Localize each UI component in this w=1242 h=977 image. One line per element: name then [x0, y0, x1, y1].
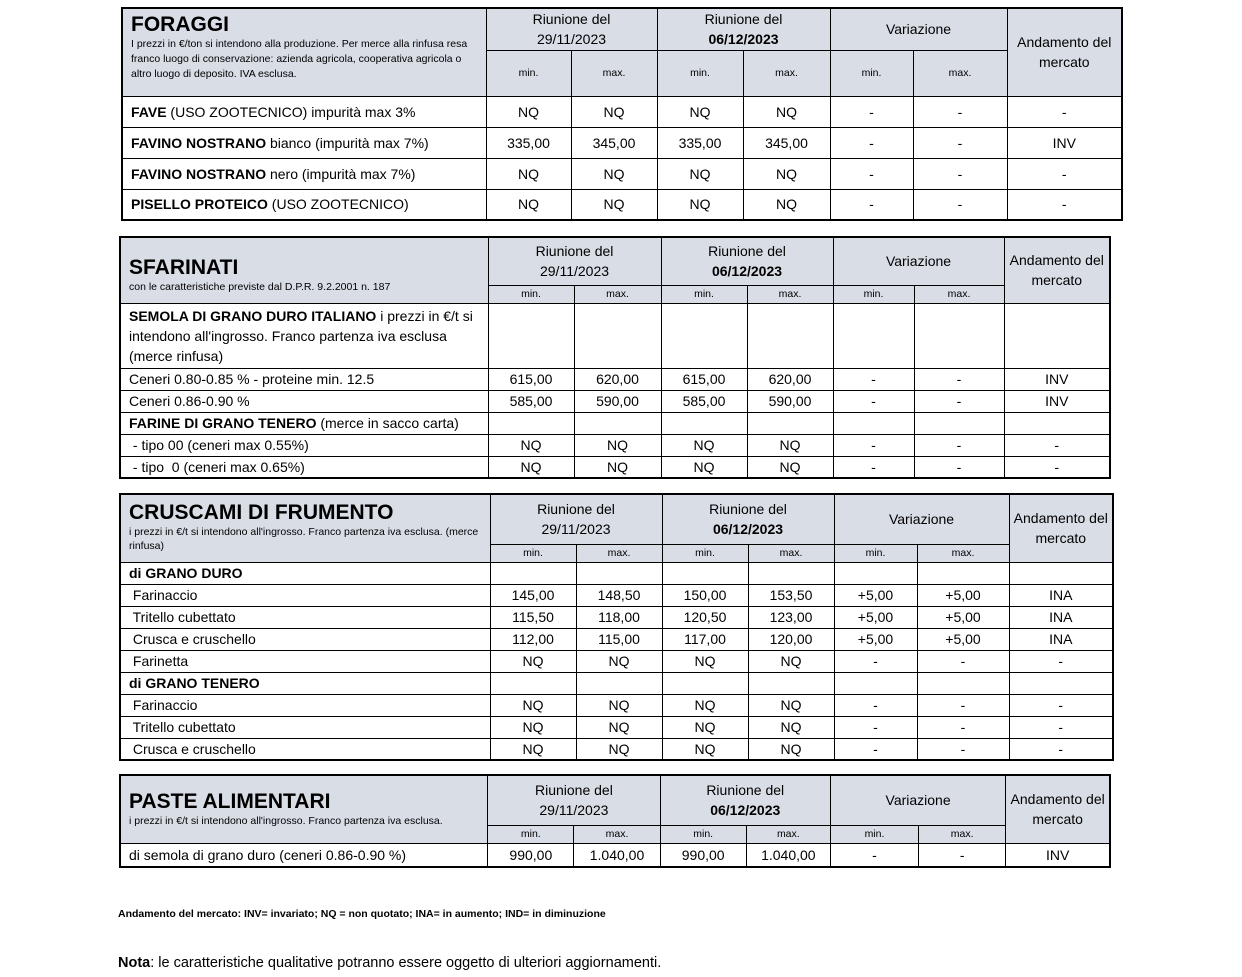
value-cell: NQ [747, 456, 833, 478]
value-cell: +5,00 [917, 584, 1009, 606]
foraggi-col-variazione: Variazione [830, 8, 1007, 50]
row-label: FAVE (USO ZOOTECNICO) impurità max 3% [122, 96, 486, 127]
row-label: FAVINO NOSTRANO bianco (impurità max 7%) [122, 127, 486, 158]
value-cell: 112,00 [490, 628, 576, 650]
value-cell: NQ [576, 650, 662, 672]
table-row [120, 843, 1110, 867]
value-cell: +5,00 [834, 628, 917, 650]
value-cell: - [1009, 694, 1113, 716]
cruscami-col-variazione: Variazione [834, 494, 1009, 544]
value-cell: 990,00 [488, 843, 574, 867]
value-cell: NQ [748, 716, 834, 738]
row-label: PISELLO PROTEICO (USO ZOOTECNICO) [122, 189, 486, 220]
foraggi-col-andamento: Andamento del mercato [1007, 8, 1122, 96]
value-cell: 115,50 [490, 606, 576, 628]
value-cell: - [834, 694, 917, 716]
value-cell: 585,00 [488, 390, 574, 412]
table-row [120, 456, 1110, 478]
value-cell: - [833, 434, 914, 456]
cruscami-table [119, 493, 1114, 761]
max-label: max. [571, 50, 657, 96]
max-label: max. [919, 825, 1006, 843]
value-cell: INV [1004, 390, 1110, 412]
value-cell: NQ [571, 158, 657, 189]
value-cell: - [830, 127, 913, 158]
group-label: di GRANO TENERO [120, 672, 490, 694]
value-cell: NQ [571, 189, 657, 220]
sfarinati-title: SFARINATI [129, 255, 239, 279]
row-label: Farinaccio [120, 694, 490, 716]
row-label: Tritello cubettato [120, 716, 490, 738]
row-label: - tipo 00 (ceneri max 0.55%) [120, 434, 488, 456]
value-cell: 615,00 [661, 368, 747, 390]
value-cell: - [917, 716, 1009, 738]
value-cell: - [1009, 650, 1113, 672]
value-cell: 620,00 [747, 368, 833, 390]
value-cell: 620,00 [574, 368, 661, 390]
value-cell: INV [1006, 843, 1110, 867]
value-cell: 345,00 [743, 127, 830, 158]
max-label: max. [913, 50, 1007, 96]
value-cell: 335,00 [657, 127, 743, 158]
value-cell: NQ [574, 456, 661, 478]
value-cell: - [1007, 189, 1122, 220]
row-label: Ceneri 0.86-0.90 % [120, 390, 488, 412]
value-cell: - [914, 390, 1004, 412]
min-label: min. [661, 285, 747, 303]
value-cell: 148,50 [576, 584, 662, 606]
value-cell: - [833, 368, 914, 390]
cruscami-col-andamento: Andamento del mercato [1009, 494, 1113, 562]
value-cell: NQ [743, 96, 830, 127]
value-cell: - [917, 694, 1009, 716]
paste-table [119, 774, 1111, 868]
max-label: max. [574, 285, 661, 303]
value-cell: 335,00 [486, 127, 571, 158]
value-cell: - [1004, 456, 1110, 478]
value-cell: 585,00 [661, 390, 747, 412]
value-cell: - [914, 368, 1004, 390]
cruscami-col-prev: Riunione del 29/11/2023 [490, 494, 662, 544]
value-cell: - [917, 650, 1009, 672]
group-row [120, 562, 1113, 584]
value-cell: 345,00 [571, 127, 657, 158]
value-cell: - [914, 456, 1004, 478]
value-cell: +5,00 [917, 606, 1009, 628]
value-cell: NQ [657, 189, 743, 220]
value-cell: - [913, 96, 1007, 127]
value-cell: - [834, 716, 917, 738]
paste-col-variazione: Variazione [830, 775, 1005, 825]
value-cell: - [830, 843, 918, 867]
table-row [120, 390, 1110, 412]
table-row [120, 650, 1113, 672]
value-cell: - [833, 390, 914, 412]
value-cell: 990,00 [660, 843, 746, 867]
value-cell: NQ [574, 434, 661, 456]
row-label: Farinaccio [120, 584, 490, 606]
min-label: min. [662, 544, 748, 562]
table-row [122, 158, 1122, 189]
value-cell: - [833, 456, 914, 478]
foraggi-col-curr: Riunione del 06/12/2023 [657, 8, 830, 50]
value-cell: NQ [488, 456, 574, 478]
value-cell: 615,00 [488, 368, 574, 390]
value-cell: NQ [748, 650, 834, 672]
value-cell: 120,00 [748, 628, 834, 650]
value-cell: +5,00 [834, 606, 917, 628]
value-cell: NQ [747, 434, 833, 456]
value-cell: INA [1009, 584, 1113, 606]
value-cell: +5,00 [834, 584, 917, 606]
table-row [120, 434, 1110, 456]
table-row [120, 716, 1113, 738]
value-cell: NQ [490, 694, 576, 716]
value-cell: NQ [486, 96, 571, 127]
sfarinati-col-prev: Riunione del 29/11/2023 [488, 237, 661, 285]
row-label: Crusca e cruschello [120, 738, 490, 760]
max-label: max. [576, 544, 662, 562]
value-cell: 590,00 [574, 390, 661, 412]
value-cell: NQ [743, 189, 830, 220]
sfarinati-col-andamento: Andamento del mercato [1004, 237, 1110, 303]
max-label: max. [917, 544, 1009, 562]
min-label: min. [657, 50, 743, 96]
value-cell: - [913, 127, 1007, 158]
table-row [122, 96, 1122, 127]
foraggi-table [121, 7, 1123, 221]
table-row [120, 368, 1110, 390]
sfarinati-table [119, 236, 1111, 479]
row-label: Tritello cubettato [120, 606, 490, 628]
paste-title-cell [120, 775, 488, 843]
value-cell: NQ [743, 158, 830, 189]
value-cell: - [830, 96, 913, 127]
value-cell: 123,00 [748, 606, 834, 628]
min-label: min. [833, 285, 914, 303]
legend-text: Andamento del mercato: INV= invariato; NQ = non quotato; INA= in aumento; IND= in diminuzione [118, 908, 606, 920]
table-row [120, 584, 1113, 606]
row-label: Farinetta [120, 650, 490, 672]
value-cell: 117,00 [662, 628, 748, 650]
min-label: min. [830, 825, 918, 843]
value-cell: - [834, 738, 917, 760]
value-cell: NQ [748, 738, 834, 760]
sfarinati-col-variazione: Variazione [833, 237, 1004, 285]
row-label: di semola di grano duro (ceneri 0.86-0.90 %) [120, 843, 488, 867]
semola-label: SEMOLA DI GRANO DURO ITALIANO i prezzi in €/t si intendono all'ingrosso. Franco partenza iva esclusa (merce rinfusa) [120, 303, 488, 368]
group-row [120, 672, 1113, 694]
value-cell: - [1004, 434, 1110, 456]
sfarinati-col-curr: Riunione del 06/12/2023 [661, 237, 833, 285]
value-cell: NQ [657, 158, 743, 189]
value-cell: 145,00 [490, 584, 576, 606]
value-cell: NQ [576, 694, 662, 716]
paste-col-curr: Riunione del 06/12/2023 [660, 775, 830, 825]
value-cell: - [914, 434, 1004, 456]
value-cell: - [1009, 738, 1113, 760]
table-row [120, 694, 1113, 716]
table-row [122, 189, 1122, 220]
group-label: di GRANO DURO [120, 562, 490, 584]
foraggi-title-cell [122, 8, 486, 96]
sfarinati-title-cell [120, 237, 488, 303]
farine-label: FARINE DI GRANO TENERO (merce in sacco carta) [120, 412, 488, 434]
value-cell: - [913, 189, 1007, 220]
value-cell: 120,50 [662, 606, 748, 628]
value-cell: - [919, 843, 1006, 867]
value-cell: NQ [490, 738, 576, 760]
value-cell: 153,50 [748, 584, 834, 606]
value-cell: NQ [657, 96, 743, 127]
max-label: max. [747, 285, 833, 303]
value-cell: NQ [490, 650, 576, 672]
min-label: min. [830, 50, 913, 96]
min-label: min. [486, 50, 571, 96]
value-cell: 118,00 [576, 606, 662, 628]
max-label: max. [914, 285, 1004, 303]
table-row [120, 628, 1113, 650]
value-cell: NQ [662, 738, 748, 760]
value-cell: NQ [662, 650, 748, 672]
value-cell: INA [1009, 628, 1113, 650]
value-cell: NQ [576, 716, 662, 738]
row-label: - tipo 0 (ceneri max 0.65%) [120, 456, 488, 478]
value-cell: 150,00 [662, 584, 748, 606]
value-cell: NQ [490, 716, 576, 738]
value-cell: NQ [486, 189, 571, 220]
value-cell: - [1009, 716, 1113, 738]
table-row [122, 127, 1122, 158]
value-cell: INA [1009, 606, 1113, 628]
min-label: min. [488, 825, 574, 843]
value-cell: NQ [661, 456, 747, 478]
value-cell: 1.040,00 [574, 843, 660, 867]
semola-row [120, 303, 1110, 368]
value-cell: +5,00 [917, 628, 1009, 650]
value-cell: INV [1004, 368, 1110, 390]
table-row [120, 738, 1113, 760]
value-cell: 115,00 [576, 628, 662, 650]
cruscami-col-curr: Riunione del 06/12/2023 [662, 494, 834, 544]
row-label: FAVINO NOSTRANO nero (impurità max 7%) [122, 158, 486, 189]
foraggi-title: FORAGGI [131, 13, 229, 36]
value-cell: - [1007, 96, 1122, 127]
value-cell: NQ [571, 96, 657, 127]
paste-col-prev: Riunione del 29/11/2023 [488, 775, 660, 825]
farine-row [120, 412, 1110, 434]
table-row [120, 606, 1113, 628]
value-cell: 1.040,00 [746, 843, 830, 867]
value-cell: NQ [748, 694, 834, 716]
value-cell: NQ [661, 434, 747, 456]
cruscami-subtitle: i prezzi in €/t si intendono all'ingrosso. Franco partenza iva esclusa. (merce rinfusa) [129, 526, 479, 552]
cruscami-title-cell [120, 494, 490, 562]
min-label: min. [488, 285, 574, 303]
value-cell: - [917, 738, 1009, 760]
row-label: Ceneri 0.80-0.85 % - proteine min. 12.5 [120, 368, 488, 390]
max-label: max. [746, 825, 830, 843]
paste-col-andamento: Andamento del mercato [1006, 775, 1110, 843]
foraggi-subtitle: I prezzi in €/ton si intendono alla produzione. Per merce alla rinfusa resa franco luogo di conservazione: azienda agricola, cooperativa agricola o altro luogo di deposito. IVA esclusa. [131, 38, 468, 80]
sfarinati-subtitle: con le caratteristiche previste dal D.P.R. 9.2.2001 n. 187 [129, 280, 391, 293]
max-label: max. [574, 825, 660, 843]
foraggi-col-prev: Riunione del 29/11/2023 [486, 8, 657, 50]
paste-subtitle: i prezzi in €/t si intendono all'ingrosso. Franco partenza iva esclusa. [129, 815, 443, 827]
row-label: Crusca e cruschello [120, 628, 490, 650]
max-label: max. [743, 50, 830, 96]
value-cell: NQ [576, 738, 662, 760]
min-label: min. [490, 544, 576, 562]
value-cell: 590,00 [747, 390, 833, 412]
value-cell: - [830, 189, 913, 220]
value-cell: NQ [488, 434, 574, 456]
min-label: min. [660, 825, 746, 843]
footnote: Nota: le caratteristiche qualitative potranno essere oggetto di ulteriori aggiornamenti. [118, 955, 662, 971]
min-label: min. [834, 544, 917, 562]
value-cell: - [1007, 158, 1122, 189]
value-cell: NQ [662, 694, 748, 716]
value-cell: NQ [486, 158, 571, 189]
cruscami-title: CRUSCAMI DI FRUMENTO [129, 501, 394, 524]
value-cell: - [834, 650, 917, 672]
value-cell: - [830, 158, 913, 189]
max-label: max. [748, 544, 834, 562]
paste-title: PASTE ALIMENTARI [129, 790, 331, 813]
value-cell: NQ [662, 716, 748, 738]
value-cell: - [913, 158, 1007, 189]
value-cell: INV [1007, 127, 1122, 158]
